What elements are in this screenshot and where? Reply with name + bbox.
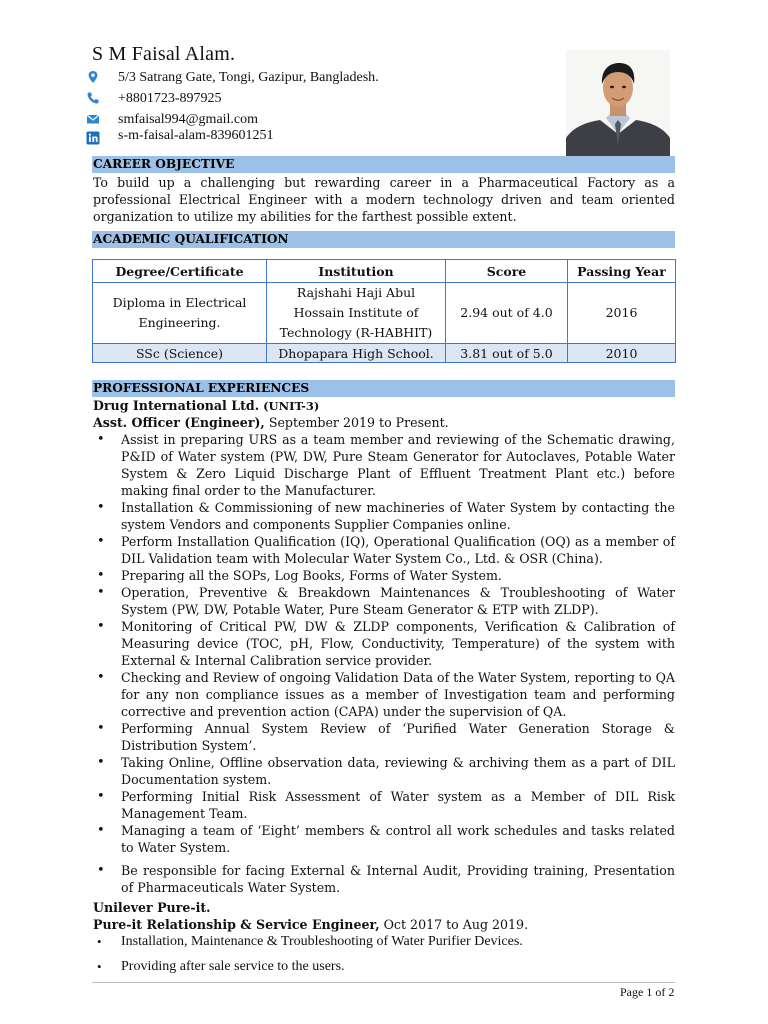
list-item: • Taking Online, Offline observation data, reviewing & archiving them as a part of DIL Documentation system. [93, 754, 675, 788]
column-header: Institution [267, 260, 446, 283]
column-header: Score [446, 260, 568, 283]
list-item: • Be responsible for facing External & Internal Audit, Providing training, Presentation of Pharmaceuticals Water System. [93, 862, 675, 896]
company-unit: (UNIT-3) [263, 399, 320, 413]
list-item: • Providing after sale service to the users. [93, 958, 675, 975]
table-cell: Dhopapara High School. [267, 344, 446, 363]
academic-table [92, 259, 676, 363]
column-header: Passing Year [568, 260, 676, 283]
table-cell: 2016 [568, 283, 676, 344]
job-duties-list [93, 431, 675, 896]
table-cell: 2010 [568, 344, 676, 363]
list-item: • Operation, Preventive & Breakdown Maintenances & Troubleshooting of Water System (PW, DW, Potable Water, Pure Steam Generator & ETP with ZLDP). [93, 584, 675, 618]
table-cell: 2.94 out of 4.0 [446, 283, 568, 344]
job-company-line [93, 899, 211, 916]
list-item: • Managing a team of ‘Eight’ members & control all work schedules and tasks related to Water System. [93, 822, 675, 856]
column-header: Degree/Certificate [93, 260, 267, 283]
job-title-line [93, 414, 449, 431]
academic-qualification-heading: ACADEMIC QUALIFICATION [92, 231, 675, 248]
job-company-line [93, 397, 319, 415]
list-item: • Preparing all the SOPs, Log Books, Forms of Water System. [93, 567, 675, 584]
phone-text: +8801723-897925 [118, 91, 222, 106]
job-title: Asst. Officer (Engineer), [93, 415, 265, 430]
table-header-row [93, 260, 676, 283]
linkedin-icon [86, 131, 100, 145]
list-item: • Installation, Maintenance & Troubleshooting of Water Purifier Devices. [93, 933, 675, 950]
footer-divider [92, 982, 675, 983]
job-duties-list [93, 933, 675, 975]
profile-photo [566, 50, 670, 158]
candidate-name: S M Faisal Alam. [92, 43, 236, 65]
table-row [93, 283, 676, 344]
list-item: • Performing Initial Risk Assessment of Water system as a Member of DIL Risk Management Team. [93, 788, 675, 822]
professional-experiences-heading: PROFESSIONAL EXPERIENCES [92, 380, 675, 397]
company-name: Drug International Ltd. [93, 398, 260, 413]
job-period: September 2019 to Present. [268, 415, 449, 430]
page-number: Page 1 of 2 [620, 985, 675, 999]
list-item: • Installation & Commissioning of new machineries of Water System by contacting the system Vendors and components Supplier Companies online. [93, 499, 675, 533]
list-item: • Perform Installation Qualification (IQ), Operational Qualification (OQ) as a member of DIL Validation team with Molecular Water System Co., Ltd. & OSR (China). [93, 533, 675, 567]
address-text: 5/3 Satrang Gate, Tongi, Gazipur, Bangladesh. [118, 70, 379, 85]
career-objective-heading: CAREER OBJECTIVE [92, 156, 675, 173]
table-row [93, 344, 676, 363]
job-title: Pure-it Relationship & Service Engineer, [93, 917, 380, 932]
job-title-line [93, 916, 528, 933]
career-objective-text: To build up a challenging but rewarding career in a Pharmaceutical Factory as a professional Electrical Engineer with a modern technology driven and team oriented organization to utilize my abilities for the farthest possible extent. [93, 175, 675, 224]
email-icon [86, 112, 100, 126]
list-item: • Monitoring of Critical PW, DW & ZLDP components, Verification & Calibration of Measuring device (TOC, pH, Flow, Conductivity, Temperature) of the system with External & Internal Calibration service provider. [93, 618, 675, 669]
list-item: • Checking and Review of ongoing Validation Data of the Water System, reporting to QA for any non compliance issues as a member of Investigation team and performing corrective and prevention action (CAPA) under the supervision of QA. [93, 669, 675, 720]
table-cell: 3.81 out of 5.0 [446, 344, 568, 363]
email-link[interactable]: smfaisal994@gmail.com [118, 112, 259, 127]
phone-icon [86, 91, 100, 105]
linkedin-link[interactable]: s-m-faisal-alam-839601251 [118, 128, 274, 143]
list-item: • Assist in preparing URS as a team member and reviewing of the Schematic drawing, P&ID of Water system (PW, DW, Pure Steam Generator for Autoclaves, Potable Water System & Zero Liquid Discharge Plant of Effluent Treatment Plant etc.) before making final order to the Manufacturer. [93, 431, 675, 499]
table-cell: Diploma in Electrical Engineering. [93, 283, 267, 344]
table-cell: SSc (Science) [93, 344, 267, 363]
company-name: Unilever Pure-it. [93, 900, 211, 915]
table-cell: Rajshahi Haji Abul Hossain Institute of Technology (R-HABHIT) [267, 283, 446, 344]
location-pin-icon [86, 70, 100, 84]
job-period: Oct 2017 to Aug 2019. [383, 917, 529, 932]
list-item: • Performing Annual System Review of ‘Purified Water Generation Storage & Distribution System’. [93, 720, 675, 754]
